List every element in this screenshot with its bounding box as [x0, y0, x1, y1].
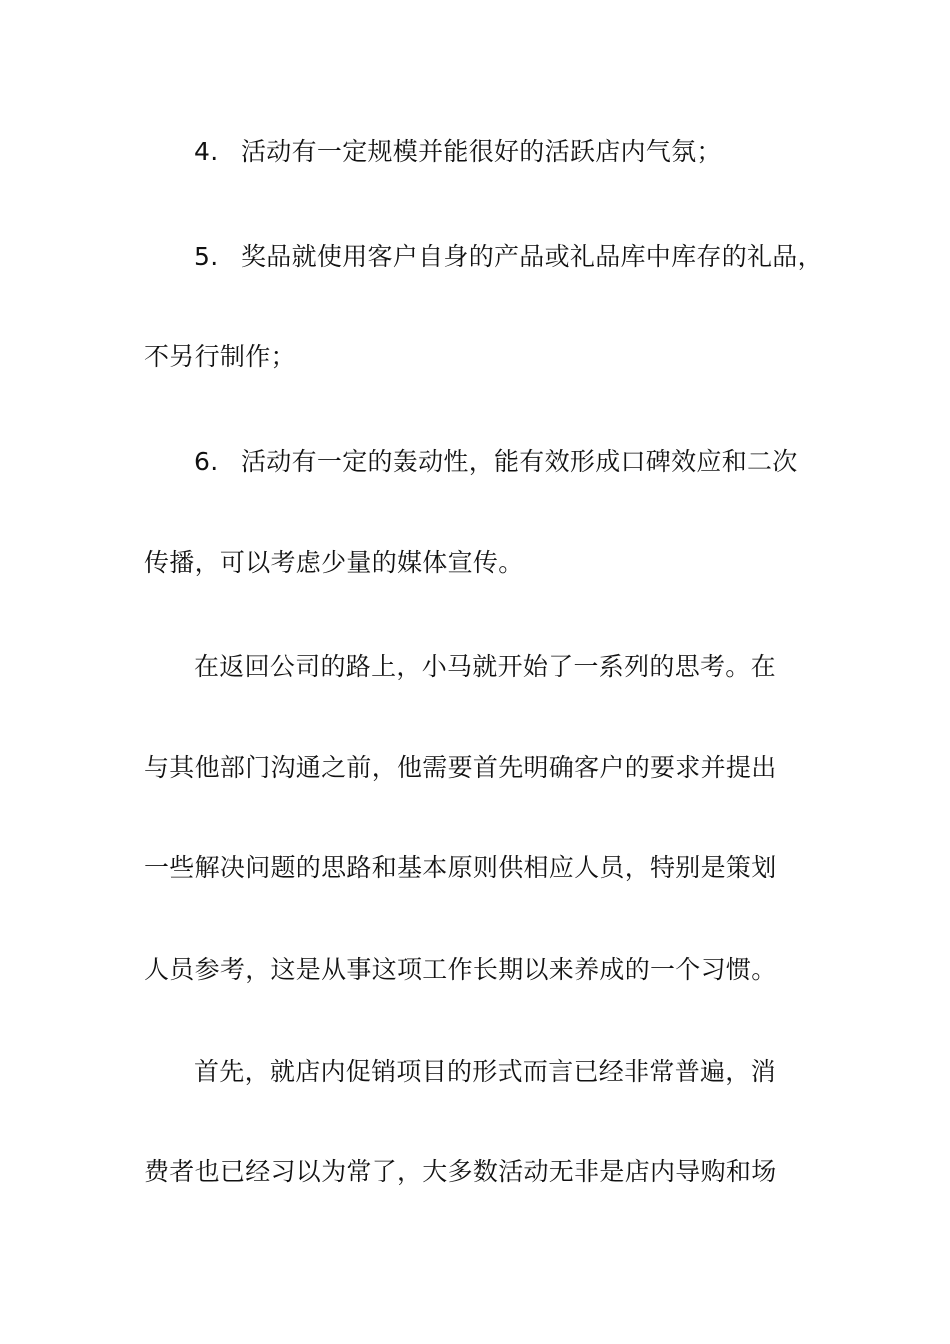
- text-line: 与其他部门沟通之前，他需要首先明确客户的要求并提出: [144, 753, 777, 782]
- text-line: 一些解决问题的思路和基本原则供相应人员，特别是策划: [144, 853, 777, 882]
- list-number: 5.: [194, 242, 219, 271]
- paragraph-first-line: 在返回公司的路上，小马就开始了一系列的思考。在: [194, 652, 776, 681]
- paragraph-first-line: 首先，就店内促销项目的形式而言已经非常普遍，消: [194, 1057, 776, 1086]
- text-line: 人员参考，这是从事这项工作长期以来养成的一个习惯。: [144, 955, 777, 984]
- list-item-4: [194, 135, 722, 169]
- list-item-5: [194, 240, 823, 274]
- list-number: 6.: [194, 447, 219, 476]
- text-line: 费者也已经习以为常了，大多数活动无非是店内导购和场: [144, 1157, 777, 1186]
- list-item-text: 奖品就使用客户自身的产品或礼品库中库存的礼品，: [241, 242, 823, 271]
- list-item-text: 活动有一定的轰动性，能有效形成口碑效应和二次: [241, 447, 798, 476]
- text-line: 传播，可以考虑少量的媒体宣传。: [144, 548, 524, 577]
- list-number: 4.: [194, 137, 219, 166]
- list-item-6: [194, 445, 798, 479]
- text-line: 不另行制作；: [144, 342, 296, 371]
- list-item-text: 活动有一定规模并能很好的活跃店内气氛；: [241, 137, 722, 166]
